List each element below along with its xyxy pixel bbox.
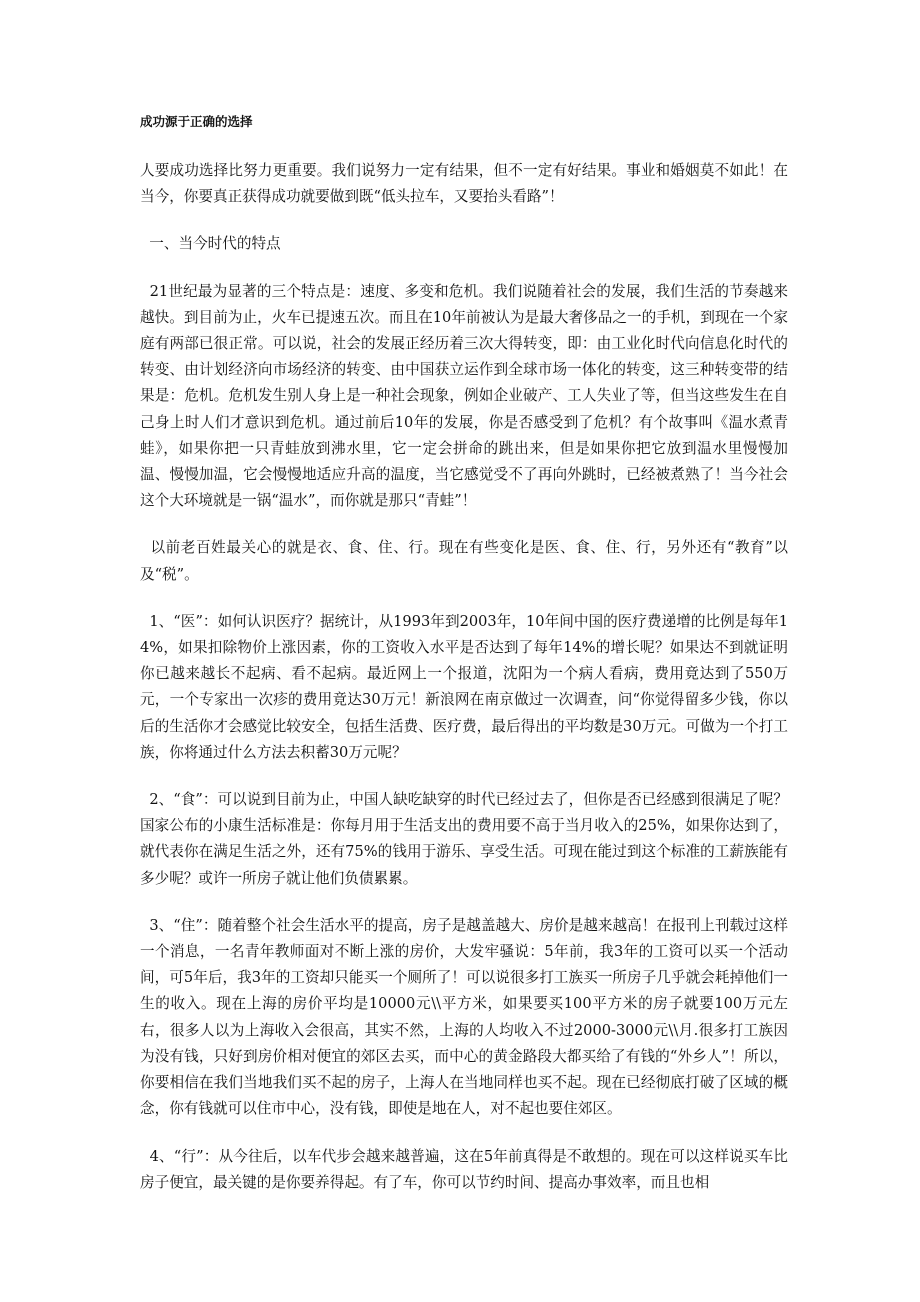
paragraph-medical: 1、“医”：如何认识医疗？据统计，从1993年到2003年，10年间中国的医疗费递增的比例是每年14%，如果扣除物价上涨因素，你的工资收入水平是否达到了每年14%的增长呢？如果达不到就证明你已越来越长不起病、看不起病。最近网上一个报道，沈阳为一个病人看病，费用竟达到了550万元，一个专家出一次疹的费用竟达30万元！新浪网在南京做过一次调查，问“你觉得留多少钱，你以后的生活你才会感觉比较安全，包括生活费、医疗费，最后得出的平均数是30万元。可做为一个打工族，你将通过什么方法去积蓄30万元呢？	[140, 612, 788, 761]
intro-paragraph: 人要成功选择比努力更重要。我们说努力一定有结果，但不一定有好结果。事业和婚姻莫不如此！在当今，你要真正获得成功就要做到既“低头拉车，又要抬头看路”！	[140, 162, 788, 206]
paragraph-era-features: 21世纪最为显著的三个特点是：速度、多变和危机。我们说随着社会的发展，我们生活的节奏越来越快。到目前为止，火车已提速五次。而且在10年前被认为是最大奢侈品之一的手机，到现在一个家庭有两部已很正常。可以说，社会的发展正经历着三次大得转变，即：由工业化时代向信息化时代的转变、由计划经济向市场经济的转变、由中国获立运作到全球市场一体化的转变，这三种转变带的结果是：危机。危机发生别人身上是一种社会现象，例如企业破产、工人失业了等，但当这些发生在自己身上时人们才意识到危机。通过前后10年的发展，你是否感受到了危机？有个故事叫《温水煮青蛙》，如果你把一只青蛙放到沸水里，它一定会拼命的跳出来，但是如果你把它放到温水里慢慢加温、慢慢加温，它会慢慢地适应升高的温度，当它感觉受不了再向外跳时，已经被煮熟了！当今社会这个大环境就是一锅“温水”，而你就是那只“青蛙”！	[140, 282, 788, 510]
document-page	[140, 112, 788, 1217]
document-title: 成功源于正确的选择	[140, 114, 253, 129]
paragraph-housing: 3、“住”：随着整个社会生活水平的提高，房子是越盖越大、房价是越来越高！在报刊上刊载过这样一个消息，一名青年教师面对不断上涨的房价，大发牢骚说：5年前，我3年的工资可以买一个活动间，可5年后，我3年的工资却只能买一个厕所了！可以说很多打工族买一所房子几乎就会耗掉他们一生的收入。现在上海的房价平均是10000元\\平方米，如果要买100平方米的房子就要100万元左右，很多人以为上海收入会很高，其实不然，上海的人均收入不过2000-3000元\\月.很多打工族因为没有钱，只好到房价相对便宜的郊区去买，而中心的黄金路段大都买给了有钱的“外乡人”！所以，你要相信在我们当地我们买不起的房子，上海人在当地同样也买不起。现在已经彻底打破了区域的概念，你有钱就可以住市中心，没有钱，即使是地在人，对不起也要住郊区。	[140, 916, 789, 1118]
paragraph-transport: 4、“行”：从今往后，以车代步会越来越普遍，这在5年前真得是不敢想的。现在可以这样说买车比房子便宜，最关键的是你要养得起。有了车，你可以节约时间、提高办事效率，而且也相	[140, 1147, 788, 1191]
section-heading: 一、当今时代的特点	[140, 235, 281, 253]
paragraph-food: 2、“食”：可以说到目前为止，中国人缺吃缺穿的时代已经过去了，但你是否已经感到很满足了呢？国家公布的小康生活标准是：你每月用于生活支出的费用要不高于当月收入的25%，如果你达到了，就代表你在满足生活之外，还有75%的钱用于游乐、享受生活。可现在能过到这个标准的工薪族能有多少呢？或许一所房子就让他们负债累累。	[140, 791, 789, 887]
paragraph-basic-needs: 以前老百姓最关心的就是衣、食、住、行。现在有些变化是医、食、住、行，另外还有“教育”以及“税”。	[140, 539, 788, 583]
